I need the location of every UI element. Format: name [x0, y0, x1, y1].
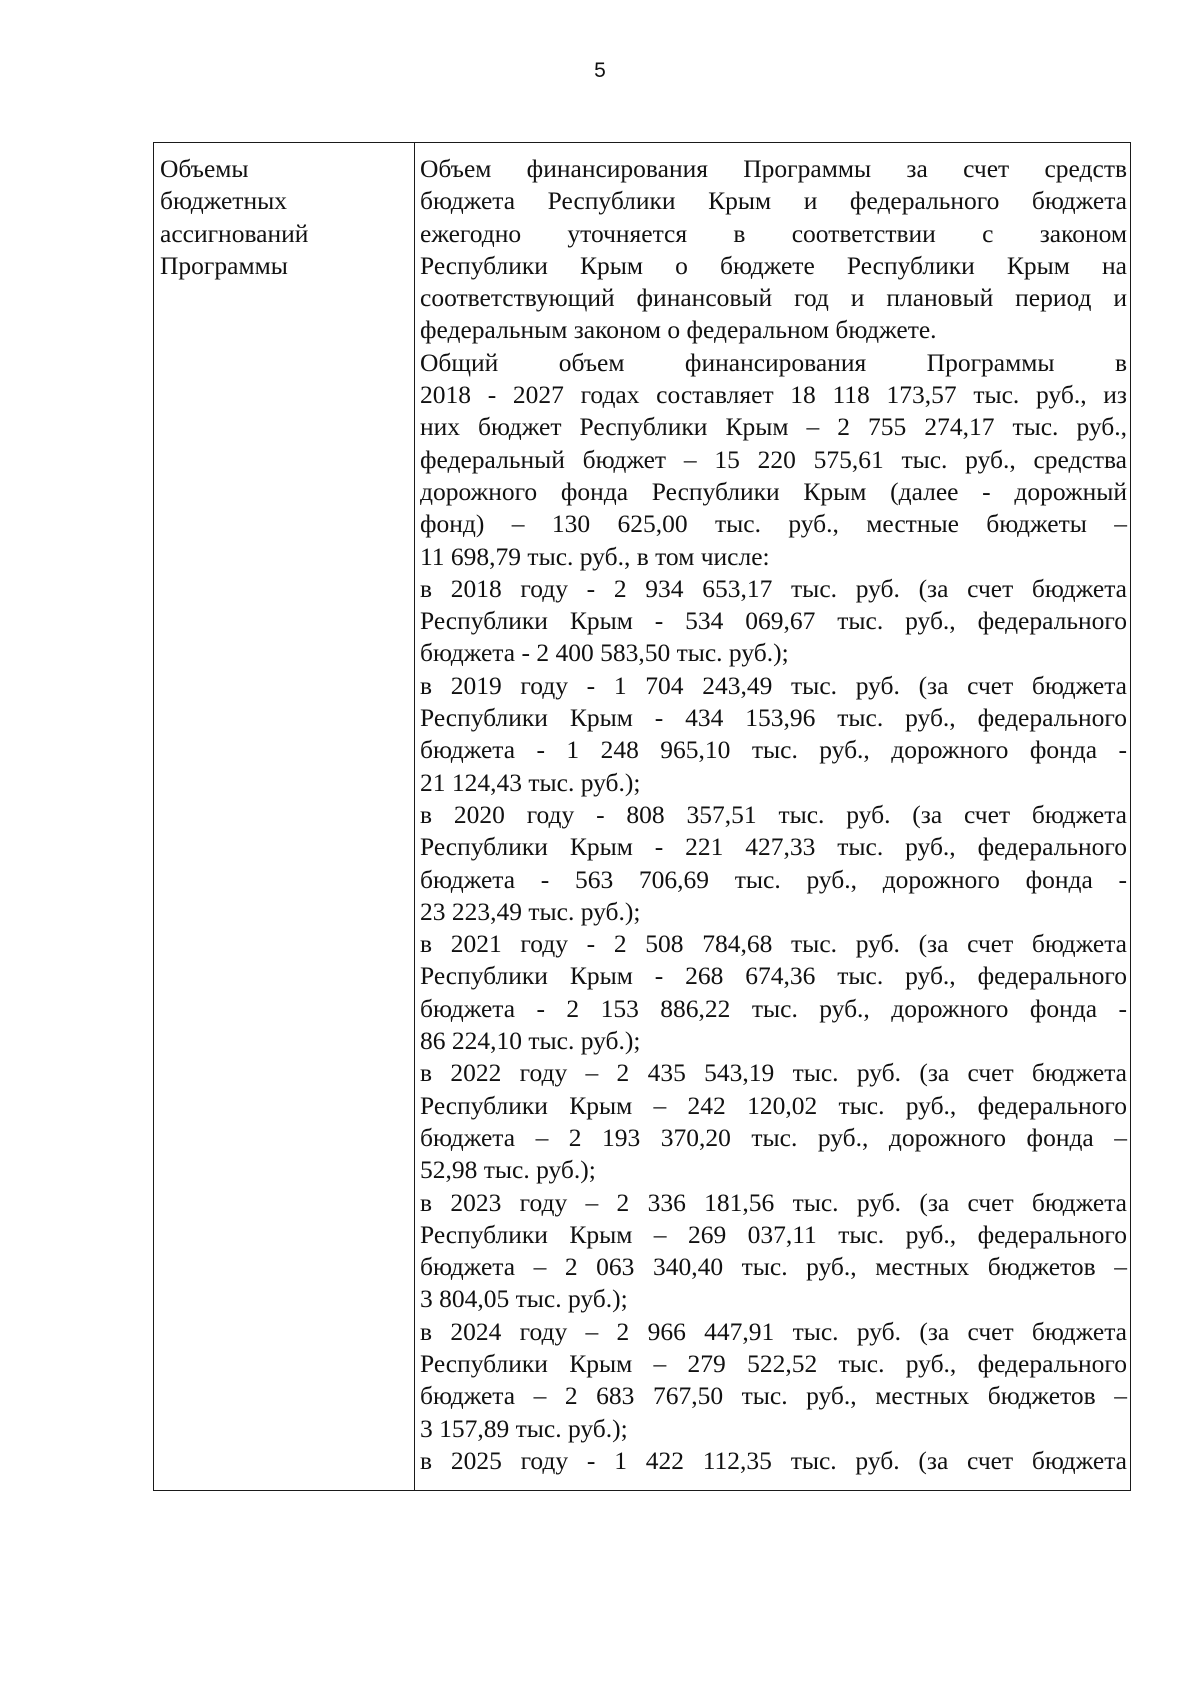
- content-line: 86 224,10 тыс. руб.);: [420, 1026, 641, 1056]
- content-line: бюджета – 2 063 340,40 тыс. руб., местных бюджетов –: [420, 1252, 1127, 1282]
- content-line: в 2025 году - 1 422 112,35 тыс. руб. (за счет бюджета: [420, 1445, 1127, 1475]
- content-line: в 2021 году - 2 508 784,68 тыс. руб. (за счет бюджета: [420, 929, 1127, 959]
- content-line: бюджета - 2 400 583,50 тыс. руб.);: [420, 638, 789, 668]
- content-line: Республики Крым - 221 427,33 тыс. руб., федерального: [420, 832, 1127, 862]
- row-label-line: ассигнований: [160, 218, 309, 248]
- content-line: 2018 - 2027 годах составляет 18 118 173,57 тыс. руб., из: [420, 380, 1127, 410]
- row-label-cell: [154, 143, 415, 1490]
- content-line: бюджета Республики Крым и федерального бюджета: [420, 186, 1127, 216]
- content-line: в 2020 году - 808 357,51 тыс. руб. (за счет бюджета: [420, 799, 1127, 829]
- row-label-line: Объемы: [160, 154, 249, 183]
- row-content-cell: [415, 143, 1130, 1490]
- content-line: них бюджет Республики Крым – 2 755 274,17 тыс. руб.,: [420, 412, 1127, 442]
- content-line: 21 124,43 тыс. руб.);: [420, 767, 641, 797]
- content-line: Республики Крым – 242 120,02 тыс. руб., федерального: [420, 1090, 1127, 1120]
- content-line: 23 223,49 тыс. руб.);: [420, 896, 641, 926]
- content-line: в 2022 году – 2 435 543,19 тыс. руб. (за счет бюджета: [420, 1058, 1127, 1088]
- content-line: в 2018 году - 2 934 653,17 тыс. руб. (за счет бюджета: [420, 573, 1127, 603]
- content-line: Республики Крым – 279 522,52 тыс. руб., федерального: [420, 1348, 1127, 1378]
- page-number: 5: [594, 59, 606, 82]
- content-line: 3 157,89 тыс. руб.);: [420, 1413, 628, 1443]
- content-line: Объем финансирования Программы за счет средств: [420, 154, 1127, 183]
- content-line: федеральный бюджет – 15 220 575,61 тыс. руб., средства: [420, 444, 1127, 474]
- content-line: Республики Крым - 268 674,36 тыс. руб., федерального: [420, 961, 1127, 991]
- content-line: Республики Крым – 269 037,11 тыс. руб., федерального: [420, 1219, 1127, 1249]
- content-line: в 2019 году - 1 704 243,49 тыс. руб. (за счет бюджета: [420, 670, 1127, 700]
- content-line: Республики Крым о бюджете Республики Крым на: [420, 250, 1127, 280]
- content-line: бюджета - 2 153 886,22 тыс. руб., дорожного фонда -: [420, 993, 1127, 1023]
- content-line: Республики Крым - 434 153,96 тыс. руб., федерального: [420, 703, 1127, 733]
- content-line: бюджета – 2 683 767,50 тыс. руб., местных бюджетов –: [420, 1381, 1127, 1411]
- content-line: бюджета – 2 193 370,20 тыс. руб., дорожного фонда –: [420, 1122, 1127, 1152]
- content-line: бюджета - 1 248 965,10 тыс. руб., дорожного фонда -: [420, 735, 1127, 765]
- content-line: ежегодно уточняется в соответствии с законом: [420, 218, 1127, 248]
- content-line: бюджета - 563 706,69 тыс. руб., дорожного фонда -: [420, 864, 1127, 894]
- content-line: в 2023 году – 2 336 181,56 тыс. руб. (за счет бюджета: [420, 1187, 1127, 1217]
- budget-allocations-table: [153, 142, 1131, 1491]
- content-line: федеральным законом о федеральном бюджете.: [420, 315, 937, 345]
- content-line: Общий объем финансирования Программы в: [420, 347, 1127, 377]
- row-label-line: бюджетных: [160, 186, 287, 216]
- content-line: 52,98 тыс. руб.);: [420, 1155, 596, 1185]
- content-line: 3 804,05 тыс. руб.);: [420, 1284, 628, 1314]
- content-line: соответствующий финансовый год и плановый период и: [420, 283, 1127, 313]
- content-line: 11 698,79 тыс. руб., в том числе:: [420, 541, 770, 571]
- content-line: в 2024 году – 2 966 447,91 тыс. руб. (за счет бюджета: [420, 1316, 1127, 1346]
- content-line: дорожного фонда Республики Крым (далее - дорожный: [420, 476, 1127, 506]
- content-line: фонд) – 130 625,00 тыс. руб., местные бюджеты –: [420, 509, 1127, 539]
- content-line: Республики Крым - 534 069,67 тыс. руб., федерального: [420, 606, 1127, 636]
- row-label-line: Программы: [160, 250, 288, 280]
